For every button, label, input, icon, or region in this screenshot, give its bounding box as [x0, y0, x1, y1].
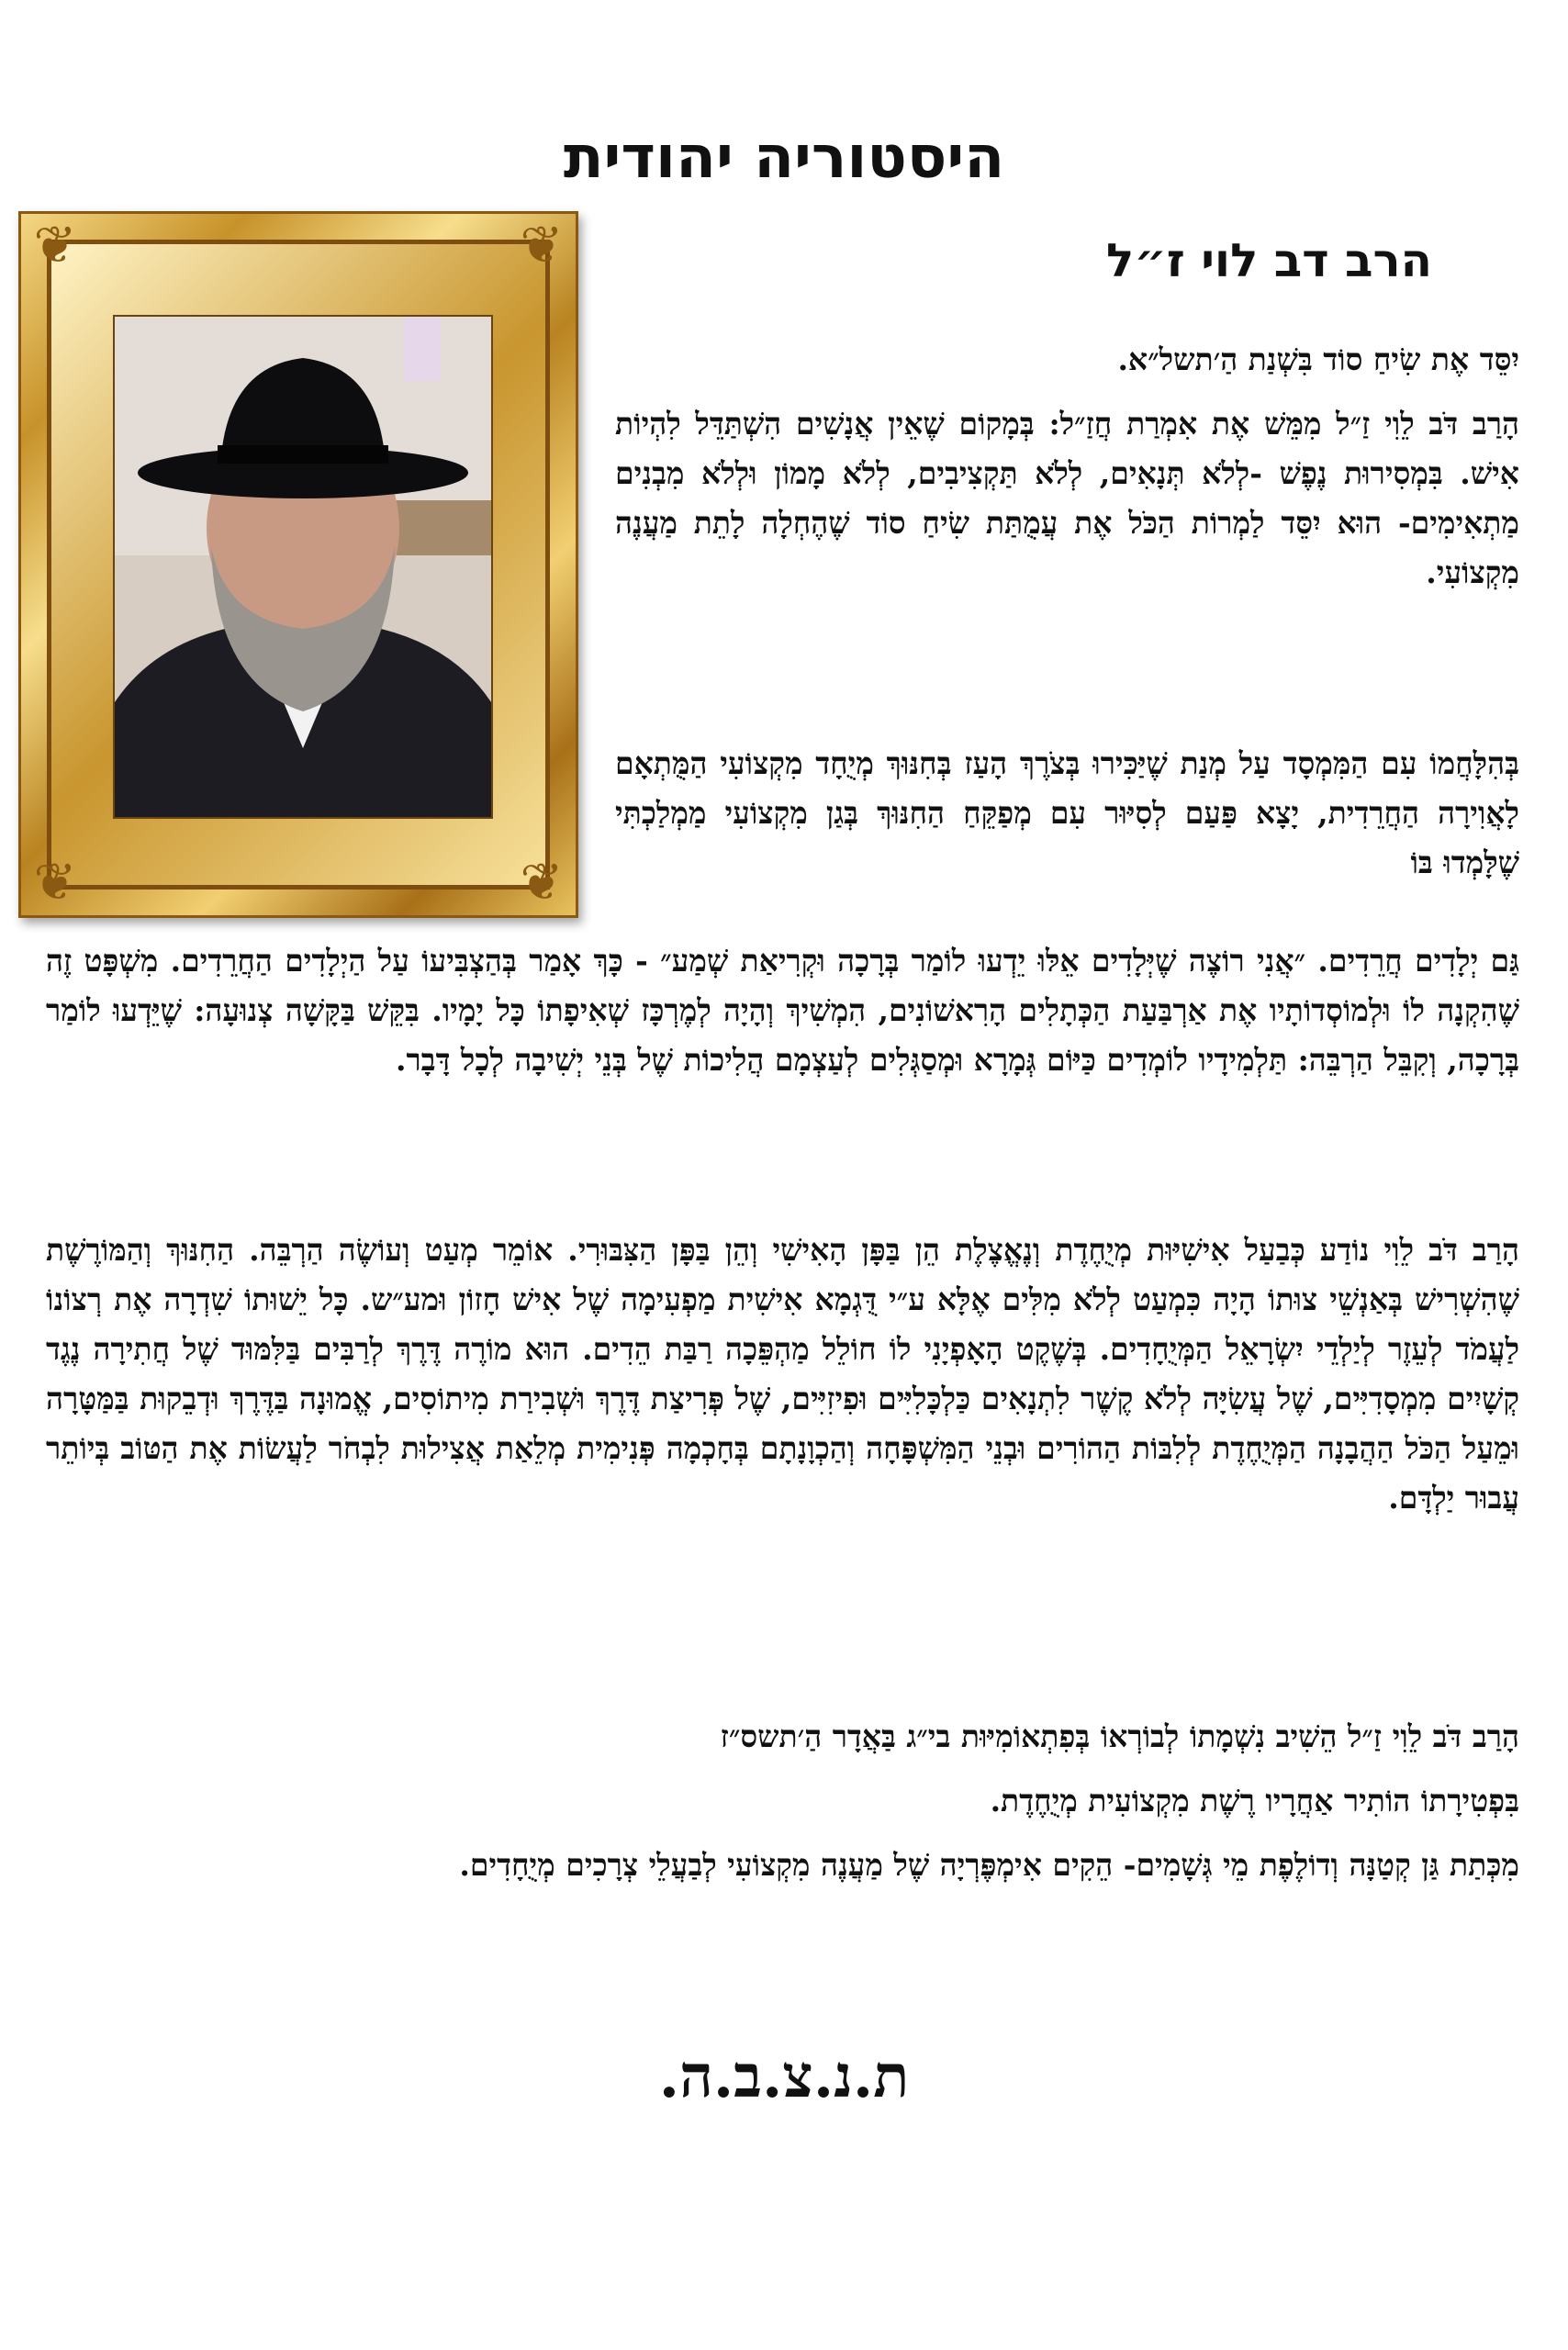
- paragraph-passing: הָרַב דֹּב לֵוִי זַ״ל הֵשִׁיב נִשְׁמָתוֹ לְבוֹרְאוֹ בְּפִתְאוֹמִיּוּת בי״ג בַּאֲדָר הַ׳תשס״ז: [720, 1718, 1519, 1754]
- paragraph-intro: הָרַב דֹּב לֵוִי זַ״ל מִמֵּשׁ אֶת אִמְרַת חֲזַ״ל: בְּמָקוֹם שֶׁאֵין אֲנָשִׁים הִשְׁתַּדֵּל לִהְיוֹת אִישׁ. בִּמְסִירוּת נֶפֶשׁ -לְלֹא תְּנָאִים, לְלֹא תַּקְצִיבִים, לְלֹא מָמוֹן וּלְלֹא מִבְנִים מַתְאִימִים- הוּא יִסֵּד לַמְרוֹת הַכֹּל אֶת עֲמֻתַּת שִׂיחַ סוֹד שֶׁהֶחְלָה לָתֵת מַעֲנֶה מִקְצוֹעִי.: [615, 406, 1519, 590]
- frame-ornament-icon: ❦: [520, 216, 564, 275]
- article-subtitle: הרב דב לוי ז״ל: [1106, 234, 1432, 287]
- paragraph-legacy: בִּפְטִירָתוֹ הוֹתִיר אַחֲרָיו רֶשֶׁת מִקְצוֹעִית מְיֻחֶדֶת.: [990, 1783, 1519, 1818]
- frame-ornament-icon: ❦: [33, 853, 77, 912]
- portrait-photo: [113, 315, 493, 819]
- paragraph-closing: מִכְּתַת גַּן קְטַנָּה וְדוֹלֶפֶת מֵי גְּשָׁמִים- הֵקִים אִימְפֶּרְיָה שֶׁל מַעֲנֶה מִקְצוֹעִי לְבַעֲלֵי צְרָכִים מְיֻחָדִים.: [459, 1847, 1519, 1883]
- founding-line: יִסֵּד אֶת שִׂיחַ סוֹד בִּשְׁנַת הַ׳תשל״א.: [1117, 341, 1519, 377]
- portrait-figure: [115, 317, 491, 817]
- frame-ornament-icon: ❦: [33, 216, 77, 275]
- paragraph-struggle-continued: גַּם יְלָדִים חֲרֵדִים. ״אֲנִי רוֹצֶה שֶׁיְּלָדִים אֵלּוּ יֵדְעוּ לוֹמַר בְּרָכָה וּקְרִיאַת שְׁמַע״ - כָּךְ אָמַר בְּהַצְבִּיעוֹ עַל הַיְלָדִים הַחֲרֵדִים. מִשְׁפָּט זֶה שֶׁהִקְנָה לוֹ וּלְמוֹסְדוֹתָיו אֶת אַרְבַּעַת הַכְּתָלִים הָרִאשׁוֹנִים, הִמְשִׁיךְ וְהָיָה לְמֶרְכָּז שְׁאִיפָתוֹ כָּל יָמָיו. בִּקֵּשׁ בַּקָּשָׁה צְנוּעָה: שֶׁיֵּדְעוּ לוֹמַר בְּרָכָה, וְקִבֵּל הַרְבֵּה: תַּלְמִידָיו לוֹמְדִים כַּיּוֹם גְּמָרָא וּמְסַגְּלִים לְעַצְמָם הֲלִיכוֹת שֶׁל בְּנֵי יְשִׁיבָה לְכָל דָּבָר.: [46, 943, 1519, 1078]
- paragraph-struggle: בְּהִלָּחֲמוֹ עִם הַמִּמְסָד עַל מְנַת שֶׁיַּכִּירוּ בְּצֹרֶךְ הָעַז בְּחִנּוּךְ מְיֻחָד מִקְצוֹעִי הַמֻּתְאָם לָאֲוִירָה הַחֲרֵדִית, יָצָא פַּעַם לְסִיּוּר עִם מְפַקֵּחַ הַחִנּוּךְ בְּגַן מִקְצוֹעִי מַמְלַכְתִּי שֶׁלָּמְדוּ בּוֹ: [615, 745, 1519, 880]
- memorial-abbreviation: ת.נ.צ.ב.ה.: [658, 2042, 910, 2111]
- paragraph-personality: הָרַב דֹּב לֵוִי נוֹדַע כְּבַעַל אִישִׁיּוּת מְיֻחֶדֶת וְנֶאֱצֶלֶת הֵן בַּפָּן הָאִישִׁי וְהֵן בַּפָּן הַצִּבּוּרִי. אוֹמֵר מְעַט וְעוֹשֶׂה הַרְבֵּה. הַחִנּוּךְ וְהַמּוֹרֶשֶׁת שֶׁהִשְׁרִישׁ בְּאַנְשֵׁי צוּתוֹ הָיָה כִּמְעַט לְלֹא מִלִּים אֶלָּא ע״י דֻּגְמָא אִישִׁית מַפְעִימָה שֶׁל אִישׁ חָזוֹן וּמע״ש. כָּל יֵשׁוּתוֹ שִׁדְרָה אֶת רְצוֹנוֹ לַעֲמֹד לְעֵזֶר לְיַלְדֵי יִשְׂרָאֵל הַמְּיֻחָדִים. בְּשֶׁקֶט הָאָפְיָנִי לוֹ חוֹלֵל מַהְפֵּכָה רַבַּת הֵדִים. הוּא מוֹרֶה דֶּרֶךְ לְרַבִּים בַּלִּמּוּד שֶׁל חֲתִירָה נֶגֶד קְשָׁיִים מִמְסָדִיִּים, שֶׁל עֲשִׂיָּה לְלֹא קֶשֶׁר לִתְנָאִים כַּלְכָּלִיִּים וּפִיזִיִּים, שֶׁל פְּרִיצַת דֶּרֶךְ וּשְׁבִירַת מִיתוֹסִים, אֱמוּנָה בַּדֶּרֶךְ וּדְבֵקוּת בַּמַּטָּרָה וּמֵעַל הַכֹּל הַהֲבָנָה הַמְּיֻחֶדֶת לְלִבּוֹת הַהוֹרִים וּבְנֵי הַמִּשְׁפָּחָה וְהַכְוָנָתָם בְּחָכְמָה פְּנִימִית מְלֵאַת אֲצִילוּת לִבְחֹר לַעֲשׂוֹת אֶת הַטּוֹב בְּיוֹתֵר עֲבוּר יַלְדָּם.: [46, 1232, 1519, 1516]
- gold-picture-frame: [18, 211, 578, 918]
- page-title: היסטוריה יהודית: [563, 124, 1005, 192]
- frame-ornament-icon: ❦: [520, 853, 564, 912]
